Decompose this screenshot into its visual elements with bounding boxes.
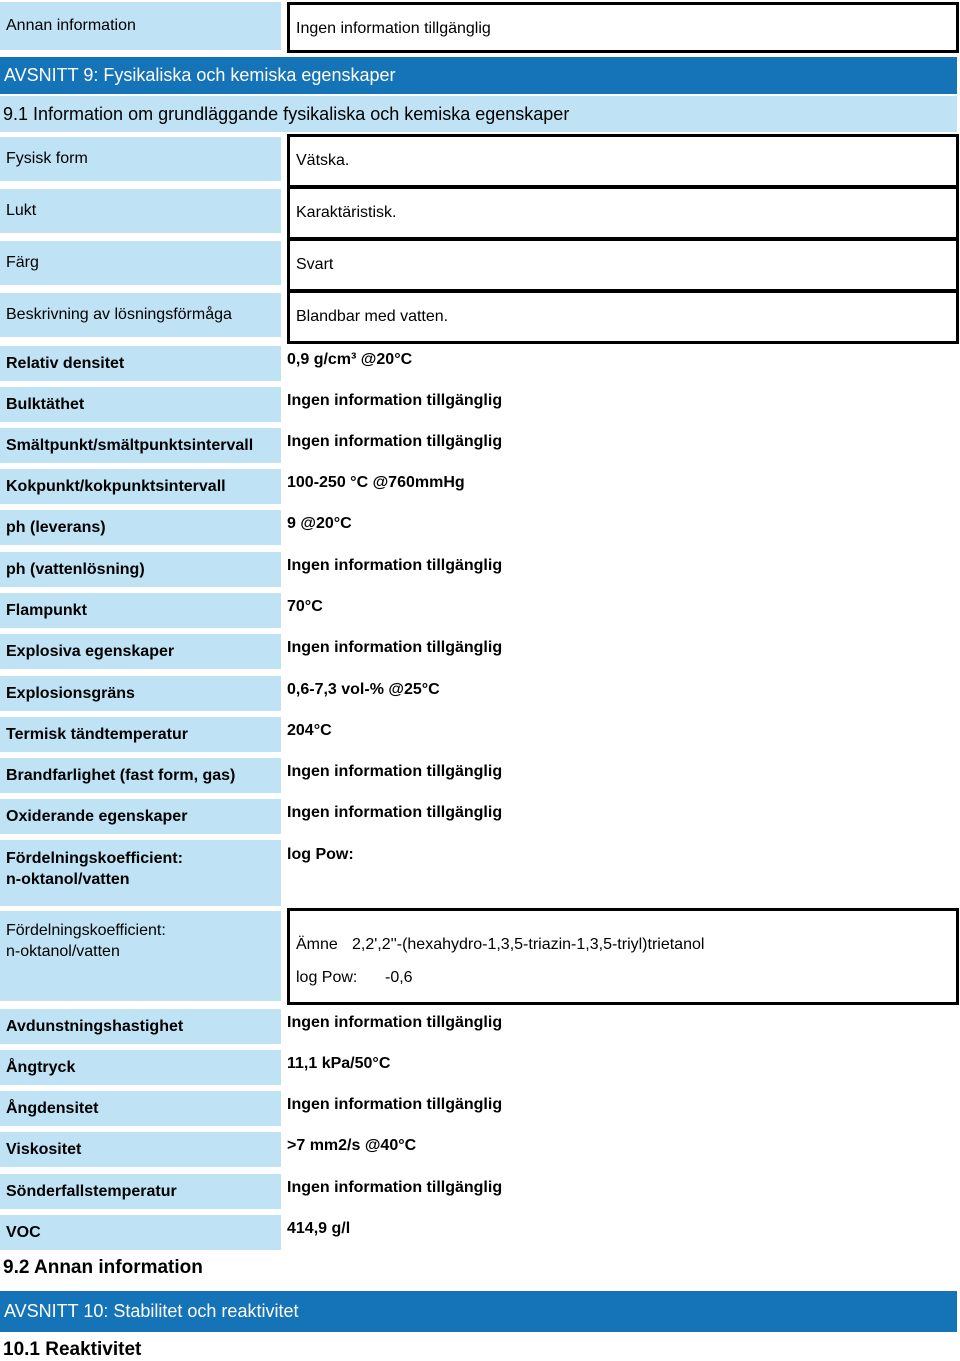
value-voc: 414,9 g/l xyxy=(287,1220,351,1237)
value-flammability: Ingen information tillgänglig xyxy=(287,763,503,780)
substance-name: 2,2',2''-(hexahydro-1,3,5-triazin-1,3,5-triyl)trietanol xyxy=(352,936,705,953)
value-odor: Karaktäristisk. xyxy=(287,186,959,240)
label-melting-point: Smältpunkt/smältpunktsintervall xyxy=(0,428,281,463)
label-partition-coefficient: Fördelningskoefficient: n-oktanol/vatten xyxy=(0,840,281,906)
label-color: Färg xyxy=(0,241,281,285)
value-ph-delivery: 9 @20°C xyxy=(287,515,352,532)
label-decomposition-temperature: Sönderfallstemperatur xyxy=(0,1174,281,1209)
value-melting-point: Ingen information tillgänglig xyxy=(287,433,503,450)
label-other-info: Annan information xyxy=(0,2,281,50)
section-9-header: AVSNITT 9: Fysikaliska och kemiska egenskaper xyxy=(0,57,957,94)
value-solubility: Blandbar med vatten. xyxy=(287,290,959,344)
value-partition-coefficient: log Pow: xyxy=(287,846,354,863)
label-viscosity: Viskositet xyxy=(0,1132,281,1167)
value-evaporation-rate: Ingen information tillgänglig xyxy=(287,1014,503,1031)
substance-row xyxy=(296,936,950,954)
label-bulk-density: Bulktäthet xyxy=(0,387,281,422)
value-decomposition-temperature: Ingen information tillgänglig xyxy=(287,1179,503,1196)
logpow-row xyxy=(296,969,950,987)
value-physical-form: Vätska. xyxy=(287,134,959,188)
value-oxidizing-properties: Ingen information tillgänglig xyxy=(287,804,503,821)
label-oxidizing-properties: Oxiderande egenskaper xyxy=(0,799,281,834)
value-vapor-pressure: 11,1 kPa/50°C xyxy=(287,1055,391,1072)
label-ph-solution: ph (vattenlösning) xyxy=(0,552,281,587)
value-viscosity: >7 mm2/s @40°C xyxy=(287,1137,417,1154)
logpow-label: log Pow: xyxy=(296,969,358,986)
value-boiling-point: 100-250 °C @760mmHg xyxy=(287,474,465,491)
logpow-value: -0,6 xyxy=(385,969,413,986)
value-ignition-temperature: 204°C xyxy=(287,722,332,739)
value-explosion-limit: 0,6-7,3 vol-% @25°C xyxy=(287,681,440,698)
value-flash-point: 70°C xyxy=(287,598,323,615)
value-relative-density: 0,9 g/cm³ @20°C xyxy=(287,351,413,368)
label-solubility: Beskrivning av lösningsförmåga xyxy=(0,293,281,337)
substance-label: Ämne xyxy=(296,936,338,953)
label-ignition-temperature: Termisk tändtemperatur xyxy=(0,717,281,752)
label-explosion-limit: Explosionsgräns xyxy=(0,676,281,711)
label-voc: VOC xyxy=(0,1215,281,1250)
subsection-9-1: 9.1 Information om grundläggande fysikaliska och kemiska egenskaper xyxy=(0,96,957,132)
partition-substance-box xyxy=(287,908,959,1005)
label-odor: Lukt xyxy=(0,189,281,233)
value-bulk-density: Ingen information tillgänglig xyxy=(287,392,503,409)
label-boiling-point: Kokpunkt/kokpunktsintervall xyxy=(0,469,281,504)
label-physical-form: Fysisk form xyxy=(0,137,281,181)
label-relative-density: Relativ densitet xyxy=(0,346,281,381)
label-ph-delivery: ph (leverans) xyxy=(0,510,281,545)
heading-other-information: 9.2 Annan information xyxy=(3,1257,203,1278)
label-flammability: Brandfarlighet (fast form, gas) xyxy=(0,758,281,793)
value-color: Svart xyxy=(287,238,959,292)
label-explosive-properties: Explosiva egenskaper xyxy=(0,634,281,669)
value-other-info: Ingen information tillgänglig xyxy=(287,2,959,53)
section-10-header: AVSNITT 10: Stabilitet och reaktivitet xyxy=(0,1291,957,1332)
label-flash-point: Flampunkt xyxy=(0,593,281,628)
label-partition-coefficient-substance: Fördelningskoefficient: n-oktanol/vatten xyxy=(0,911,281,1001)
value-explosive-properties: Ingen information tillgänglig xyxy=(287,639,503,656)
value-vapor-density: Ingen information tillgänglig xyxy=(287,1096,503,1113)
label-vapor-density: Ångdensitet xyxy=(0,1091,281,1126)
value-ph-solution: Ingen information tillgänglig xyxy=(287,557,503,574)
heading-reactivity: 10.1 Reaktivitet xyxy=(3,1339,142,1360)
label-vapor-pressure: Ångtryck xyxy=(0,1050,281,1085)
label-evaporation-rate: Avdunstningshastighet xyxy=(0,1009,281,1044)
